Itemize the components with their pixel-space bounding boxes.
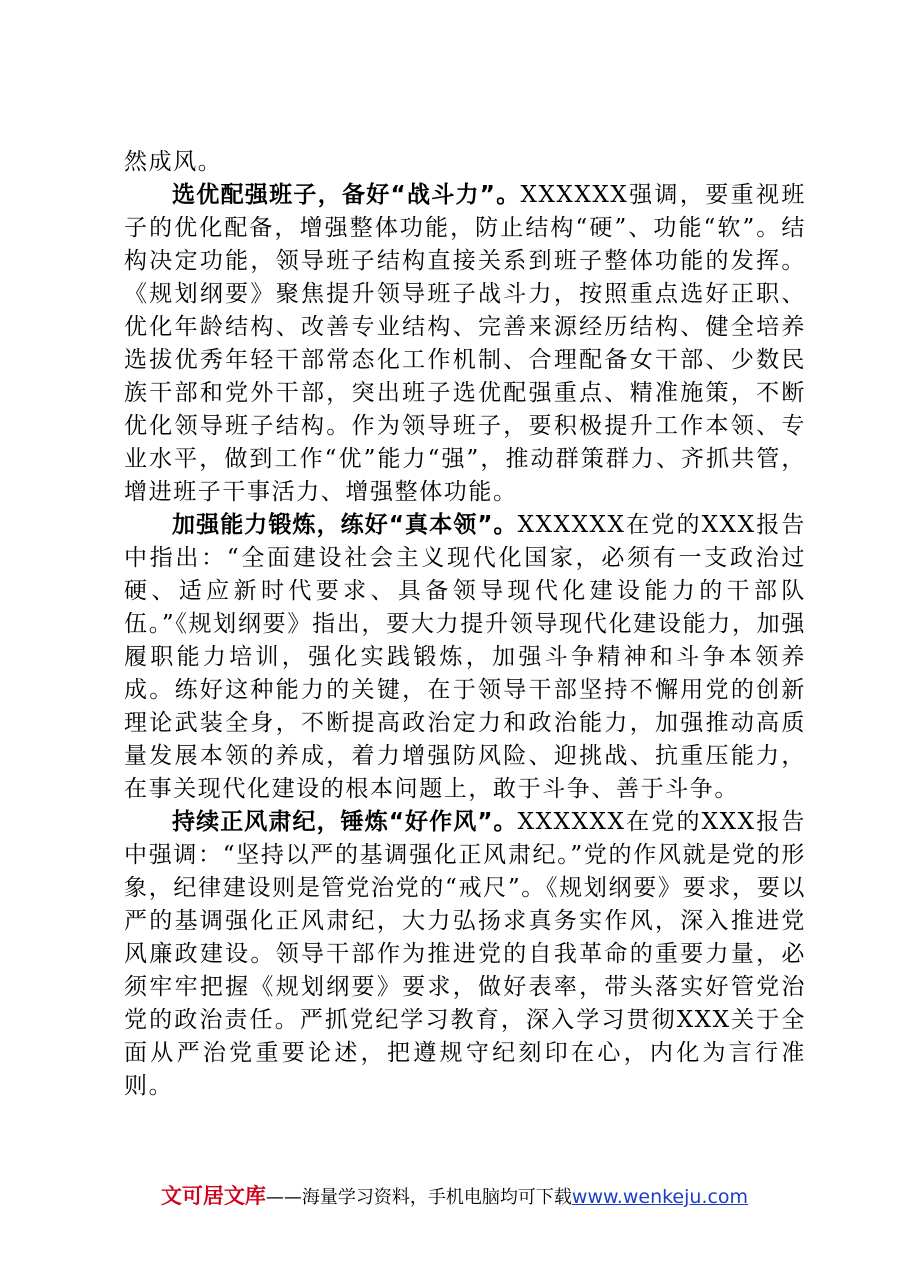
document-body — [124, 146, 806, 1103]
page-footer — [0, 1183, 909, 1211]
paragraph-heading: 加强能力锻炼，练好“真本领”。 — [172, 512, 518, 538]
paragraph-heading: 持续正风肃纪，锤炼“好作风”。 — [172, 809, 518, 835]
footer-tagline: ——海量学习资料，手机电脑均可下载 — [265, 1187, 572, 1208]
footer-brand: 文可居文库 — [160, 1184, 266, 1208]
paragraph-text: 然成风。 — [124, 149, 223, 175]
paragraph-team-building — [124, 179, 806, 509]
paragraph-text: XXXXXX在党的XXX报告中指出：“全面建设社会主义现代化国家，必须有一支政治过硬、适应新时代要求、具备领导现代化建设能力的干部队伍。”《规划纲要》指出，要大力提升领导现代化建设能力，加强履职能力培训，强化实践锻炼，加强斗争精神和斗争本领养成。练好这种能力的关键，在于领导干部坚持不懈用党的创新理论武装全身，不断提高政治定力和政治能力，加强推动高质量发展本领的养成，着力增强防风险、迎挑战、抗重压能力，在事关现代化建设的根本问题上，敢于斗争、善于斗争。 — [124, 512, 806, 802]
paragraph-text: XXXXXX强调，要重视班子的优化配备，增强整体功能，防止结构“硬”、功能“软”。结构决定功能，领导班子结构直接关系到班子整体功能的发挥。《规划纲要》聚焦提升领导班子战斗力，按照重点选好正职、优化年龄结构、改善专业结构、完善来源经历结构、健全培养选拔优秀年轻干部常态化工作机制、合理配备女干部、少数民族干部和党外干部，突出班子选优配强重点、精准施策，不断优化领导班子结构。作为领导班子，要积极提升工作本领、专业水平，做到工作“优”能力“强”，推动群策群力、齐抓共管，增进班子干事活力、增强整体功能。 — [124, 182, 807, 505]
paragraph-continuation — [124, 146, 806, 179]
paragraph-heading: 选优配强班子，备好“战斗力”。 — [172, 182, 521, 208]
footer-site-link[interactable]: www.wenkeju.com — [571, 1186, 749, 1208]
paragraph-discipline — [124, 806, 806, 1103]
paragraph-ability-training — [124, 509, 806, 806]
paragraph-text: XXXXXX在党的XXX报告中强调：“坚持以严的基调强化正风肃纪。”党的作风就是党的形象，纪律建设则是管党治党的“戒尺”。《规划纲要》要求，要以严的基调强化正风肃纪，大力弘扬求真务实作风，深入推进党风廉政建设。领导干部作为推进党的自我革命的重要力量，必须牢牢把握《规划纲要》要求，做好表率，带头落实好管党治党的政治责任。严抓党纪学习教育，深入学习贯彻XXX关于全面从严治党重要论述，把遵规守纪刻印在心，内化为言行准则。 — [124, 809, 806, 1099]
